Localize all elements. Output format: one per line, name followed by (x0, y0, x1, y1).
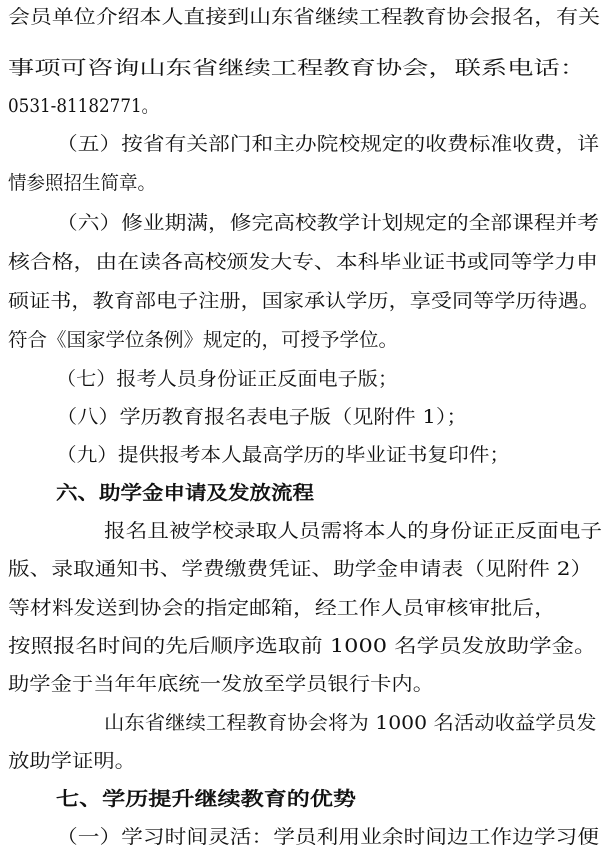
text-line: 会员单位介绍本人直接到山东省继续工程教育协会报名，有关 (8, 6, 601, 28)
text-line: 助学金于当年年底统一发放至学员银行卡内。 (8, 673, 435, 695)
text-line: 报名且被学校录取人员需将本人的身份证正反面电子 (104, 520, 603, 542)
section-heading: 六、助学金申请及发放流程 (56, 482, 315, 504)
text-line: 符合《国家学位条例》规定的，可授予学位。 (8, 329, 399, 351)
text-line: （一）学习时间灵活：学员利用业余时间边工作边学习便 (56, 826, 600, 848)
text-line: 0531-81182771。 (8, 95, 159, 117)
text-line: 按照报名时间的先后顺序选取前 1000 名学员发放助学金。 (8, 635, 597, 657)
text-line: （五）按省有关部门和主办院校规定的收费标准收费，详 (56, 133, 600, 155)
text-line: 版、录取通知书、学费缴费凭证、助学金申请表（见附件 2） (8, 558, 593, 580)
text-line: 硕证书，教育部电子注册，国家承认学历，享受同等学历待遇。 (8, 290, 601, 312)
text-line: 山东省继续工程教育协会将为 1000 名活动收益学员发 (104, 712, 597, 734)
text-line: （六）修业期满，修完高校教学计划规定的全部课程并考 (56, 212, 600, 234)
text-line: （八）学历教育报名表电子版（见附件 1）； (56, 406, 468, 428)
text-line: （七）报考人员身份证正反面电子版； (56, 368, 399, 390)
section-heading: 七、学历提升继续教育的优势 (56, 788, 357, 810)
text-line: （九）提供报考本人最高学历的毕业证书复印件； (56, 444, 511, 466)
text-line: 放助学证明。 (8, 750, 137, 772)
text-line: 情参照招生简章。 (8, 172, 157, 194)
text-line: 核合格，由在读各高校颁发大专、本科毕业证书或同等学力申 (8, 251, 599, 273)
text-line: 等材料发送到协会的指定邮箱，经工作人员审核审批后， (8, 597, 557, 619)
text-line: 事项可咨询山东省继续工程教育协会，联系电话： (8, 57, 587, 79)
